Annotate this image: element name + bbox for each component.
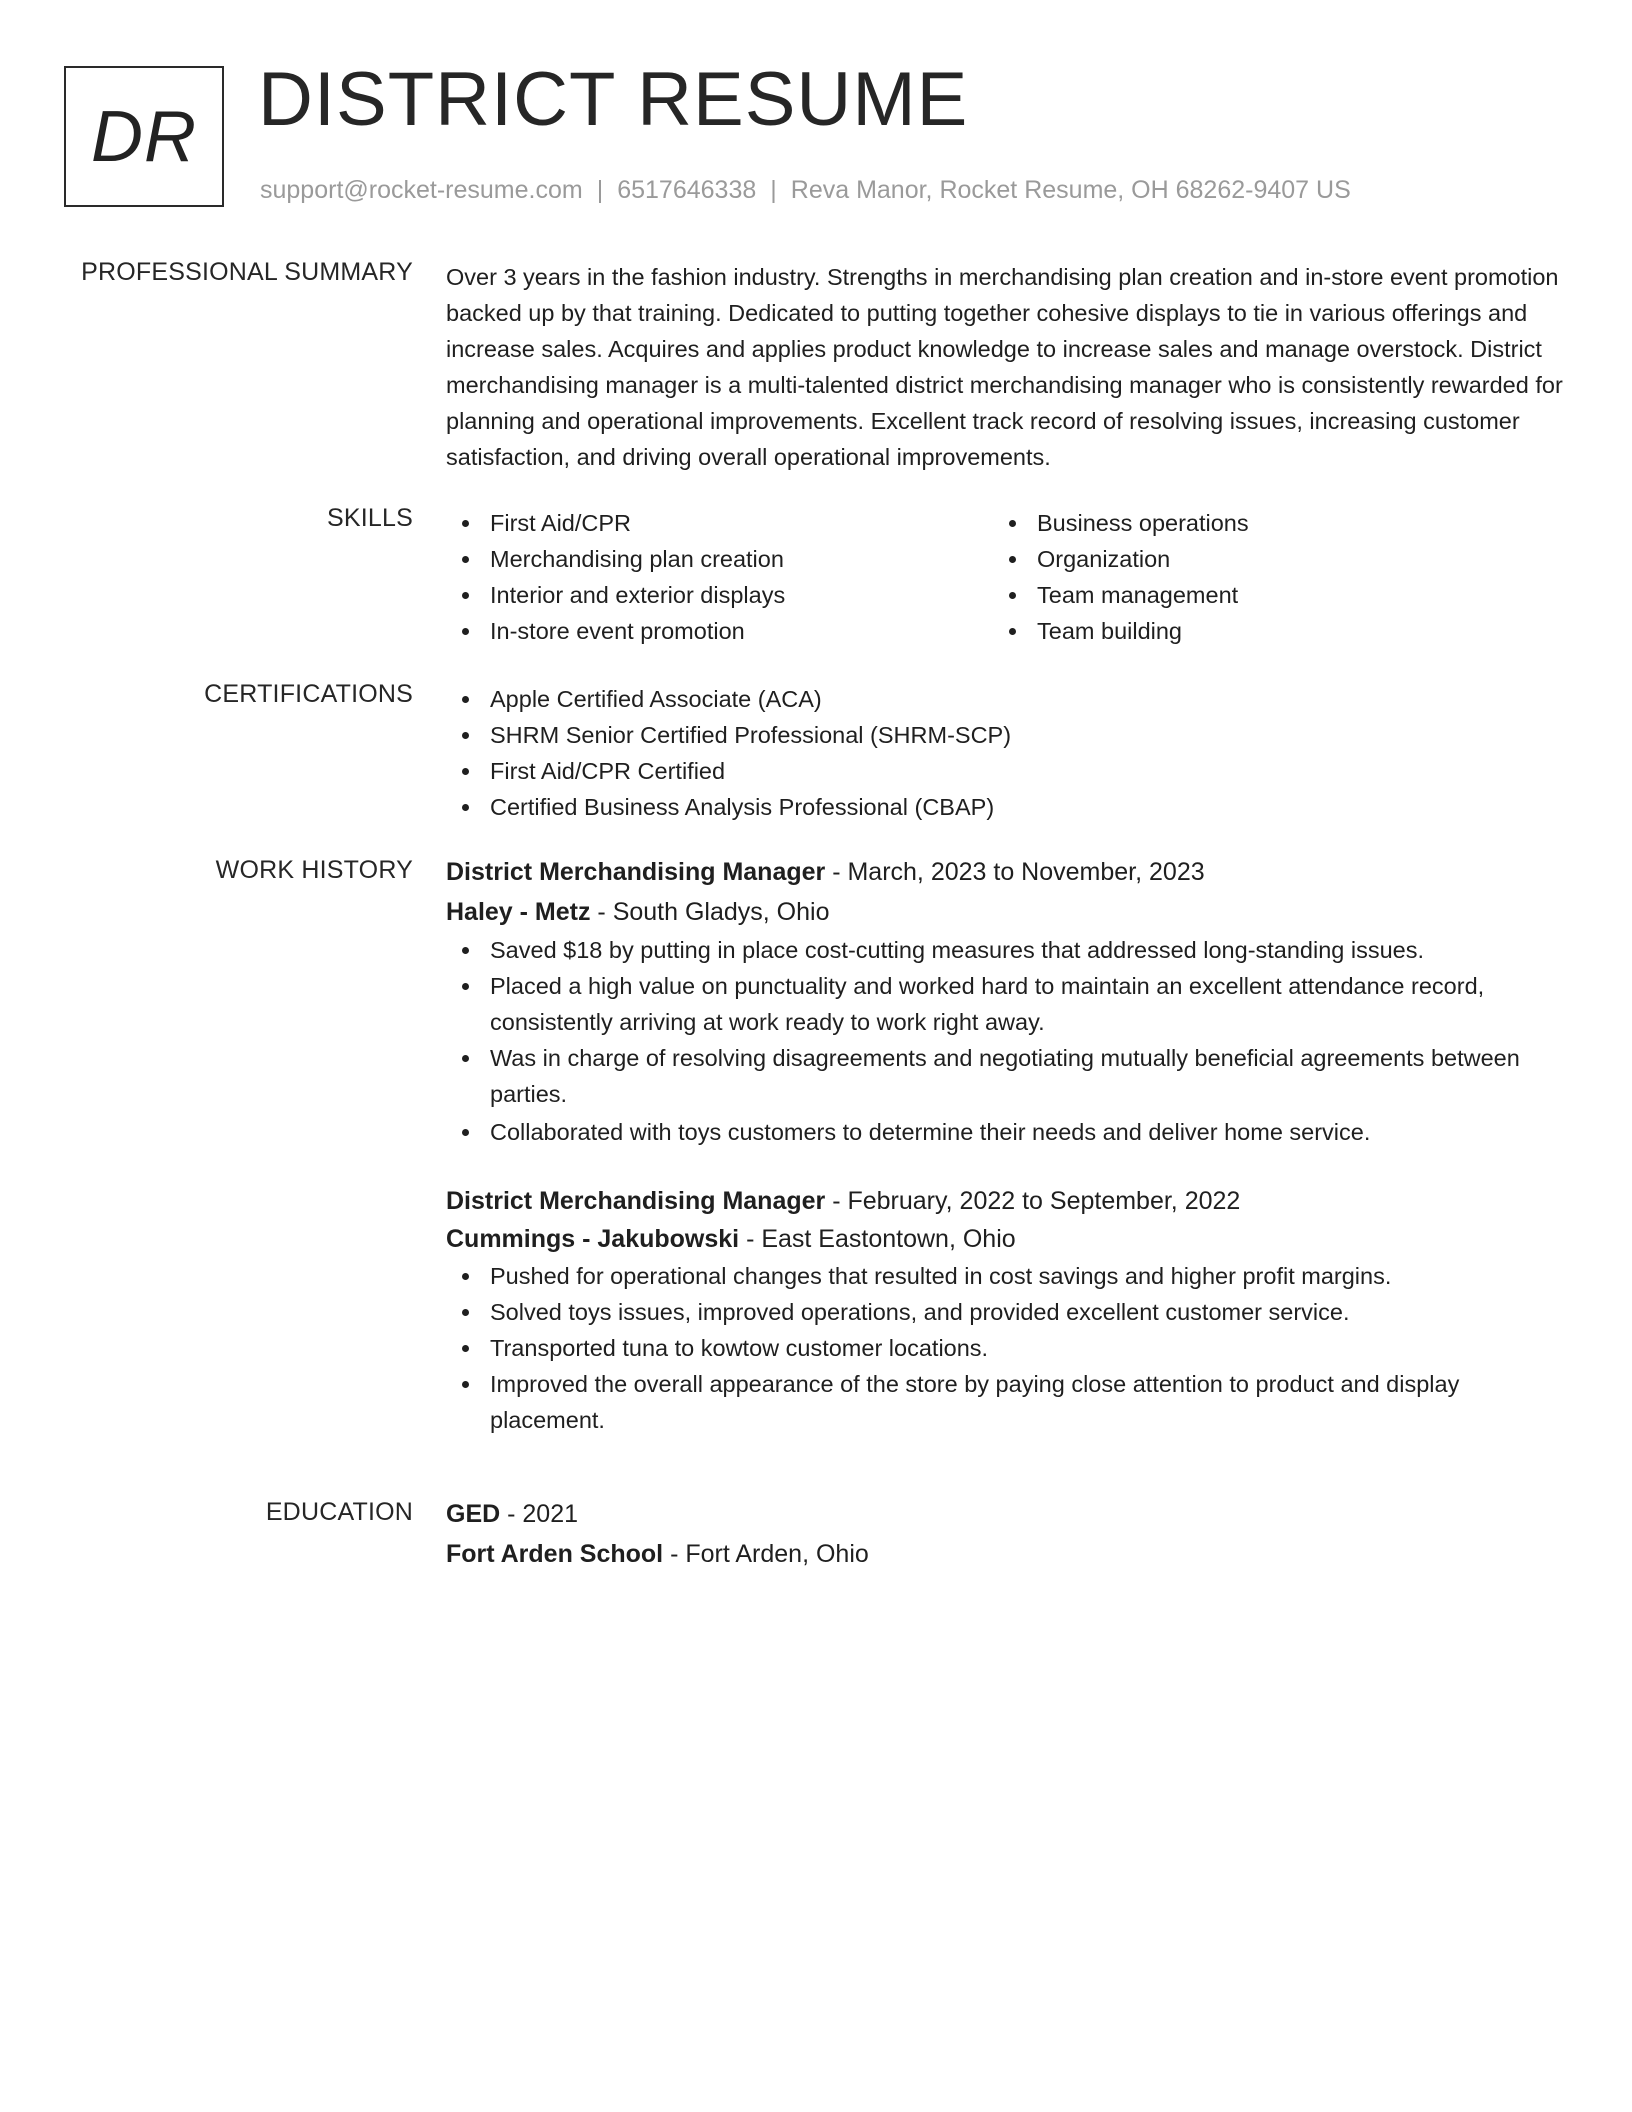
certifications-list	[446, 681, 1570, 825]
list-item: Transported tuna to kowtow customer locations.	[446, 1330, 1570, 1366]
monogram-badge: DR	[64, 66, 224, 207]
section-label-summary: PROFESSIONAL SUMMARY	[81, 258, 413, 286]
list-item: Improved the overall appearance of the store by paying close attention to product and display placement.	[446, 1366, 1570, 1438]
list-item: First Aid/CPR	[446, 505, 993, 541]
education-year: - 2021	[500, 1500, 579, 1528]
resume-header	[64, 57, 1564, 210]
list-item: Solved toys issues, improved operations, and provided excellent customer service.	[446, 1294, 1570, 1330]
job-title: District Merchandising Manager	[446, 858, 826, 886]
job-entry	[446, 852, 1570, 1150]
job-dates: - February, 2022 to September, 2022	[825, 1187, 1241, 1215]
list-item: Saved $18 by putting in place cost-cutting measures that addressed long-standing issues.	[446, 932, 1570, 968]
list-item: Merchandising plan creation	[446, 541, 993, 577]
education-school-line	[446, 1534, 1570, 1574]
skills-list-left	[446, 505, 993, 649]
list-item: Pushed for operational changes that resulted in cost savings and higher profit margins.	[446, 1258, 1570, 1294]
contact-address: Reva Manor, Rocket Resume, OH 68262-9407 US	[790, 176, 1351, 204]
education-degree-line	[446, 1494, 1570, 1534]
job-duties-list	[446, 932, 1570, 1150]
job-company-line	[446, 892, 1570, 932]
list-item: Organization	[993, 541, 1540, 577]
list-item: Apple Certified Associate (ACA)	[446, 681, 1570, 717]
summary-text: Over 3 years in the fashion industry. Strengths in merchandising plan creation and in-store event promotion backed up by that training. Dedicated to putting together cohesive displays to tie in various offerings and increase sales. Acquires and applies product knowledge to increase sales and manage overstock. District merchandising manager is a multi-talented district merchandising manager who is consistently rewarded for planning and operational improvements. Excellent track record of resolving issues, increasing customer satisfaction, and driving overall operational improvements.	[446, 264, 1563, 470]
contact-separator: |	[596, 176, 604, 204]
contact-phone[interactable]: 6517646338	[617, 176, 757, 204]
list-item: Team management	[993, 577, 1540, 613]
list-item: Team building	[993, 613, 1540, 649]
certifications-body	[446, 681, 1570, 825]
work-history-body	[446, 852, 1570, 1438]
job-location: - East Eastontown, Ohio	[739, 1225, 1016, 1253]
section-label-work-history: WORK HISTORY	[215, 856, 413, 884]
section-label-education: EDUCATION	[265, 1498, 413, 1526]
contact-separator: |	[770, 176, 777, 204]
job-company: Haley - Metz	[446, 898, 591, 926]
job-company-line	[446, 1220, 1570, 1258]
list-item: Placed a high value on punctuality and worked hard to maintain an excellent attendance record, consistently arriving at work ready to work right away.	[446, 968, 1570, 1040]
education-degree: GED	[446, 1500, 501, 1528]
job-company: Cummings - Jakubowski	[446, 1225, 740, 1253]
list-item: Certified Business Analysis Professional (CBAP)	[446, 789, 1570, 825]
list-item: Business operations	[993, 505, 1540, 541]
skills-body	[446, 505, 1570, 649]
job-entry	[446, 1182, 1570, 1438]
list-item: Interior and exterior displays	[446, 577, 993, 613]
summary-body	[446, 259, 1570, 475]
skills-list-right	[993, 505, 1540, 649]
list-item: First Aid/CPR Certified	[446, 753, 1570, 789]
education-school: Fort Arden School	[446, 1540, 664, 1568]
education-location: - Fort Arden, Ohio	[663, 1540, 869, 1568]
list-item: In-store event promotion	[446, 613, 993, 649]
section-label-skills: SKILLS	[327, 504, 413, 532]
job-dates: - March, 2023 to November, 2023	[825, 858, 1205, 886]
candidate-name: DISTRICT RESUME	[258, 57, 969, 142]
section-label-certifications: CERTIFICATIONS	[204, 680, 413, 708]
education-body	[446, 1494, 1570, 1574]
list-item: SHRM Senior Certified Professional (SHRM-SCP)	[446, 717, 1570, 753]
list-item: Was in charge of resolving disagreements and negotiating mutually beneficial agreements between parties.	[446, 1040, 1570, 1112]
job-duties-list	[446, 1258, 1570, 1438]
job-title-line	[446, 852, 1570, 892]
contact-email[interactable]: support@rocket-resume.com	[260, 176, 583, 204]
job-location: - South Gladys, Ohio	[590, 898, 830, 926]
contact-line	[260, 176, 1351, 205]
list-item: Collaborated with toys customers to determine their needs and deliver home service.	[446, 1114, 1570, 1150]
job-title: District Merchandising Manager	[446, 1187, 826, 1215]
job-title-line	[446, 1182, 1570, 1220]
